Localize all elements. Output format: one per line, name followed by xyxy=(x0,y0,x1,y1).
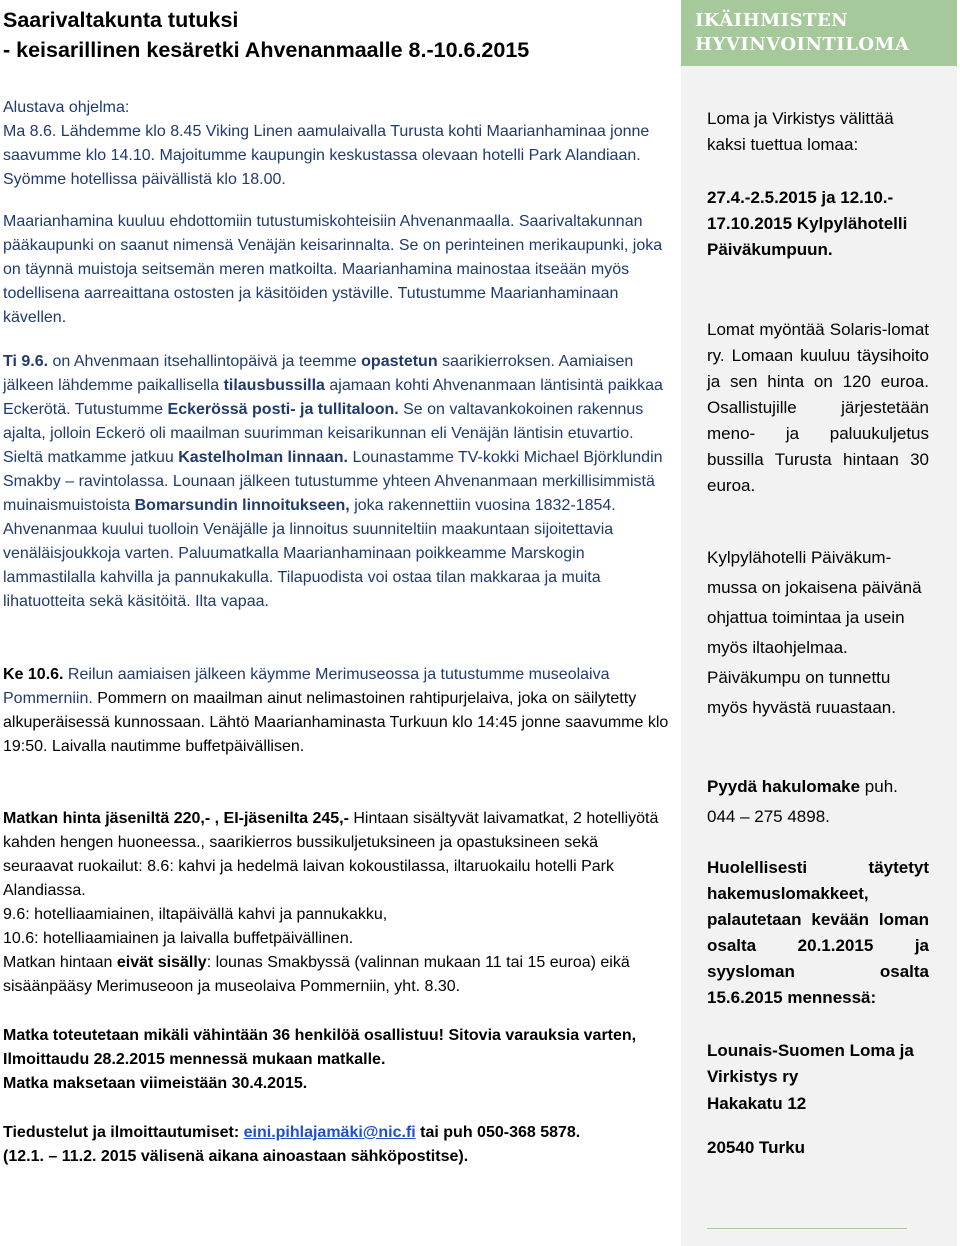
tuesday-paragraph: Ti 9.6. on Ahvenmaan itsehallintopäivä ja teemme opastetun saarikierroksen. Aamiaisen jälkeen lähdemme paikallisella tilausbussilla ajamaan kohti Ahvenanmaan läntisintä paikkaa Eckerötä. Tutustumme Eckerössä posti- ja tullitaloon. Se on valtavankokoinen rakennus ajalta, jolloin Eckerö oli maailman suurimman keisarikunnan eli Venäjän läntisin etuvartio. Sieltä matkamme jatkuu Kastelholman linnaan. Lounastamme TV-kokki Michael Björklundin Smakby – ravintolassa. Lounaan jälkeen tutustumme yhteen Ahvenanmaan merkillisimmistä muinaismuistoista Bomarsundin linnoitukseen, joka rakennettiin vuosina 1832-1854. Ahvenanmaa kuului tuolloin Venäjälle ja linnoitus suunniteltiin maakuntaan sijoitettavia venäläisjoukkoja varten. Paluumatkalla Maarianhaminaan poikkeamme Marskogin lammastilalla kahvilla ja pannukakulla. Tilapuodista voi ostaa tilan makkaraa ja muita lihatuotteita sekä käsitöitä. Ilta vapaa. xyxy=(3,353,663,610)
monday-text: Lähdemme klo 8.45 Viking Linen aamulaivalla Turusta kohti Maarianhaminaa jonne saavumme klo 14.10. Majoitumme kaupungin keskustassa olevaan hotelli Park Alandiaan. Syömme hotellissa päivällistä klo 18.00. xyxy=(3,123,650,188)
sidebar-header xyxy=(681,0,957,66)
price-paragraph: Matkan hinta jäseniltä 220,- , EI-jäsenilta 245,- Hintaan sisältyvät laivamatkat, 2 hotelliyötä kahden hengen huoneessa., saarikierros bussikuljetuksineen ja opastuksineen sekä seuraavat ruokailut: 8.6: kahvi ja hedelmä laivan kokoustilassa, iltaruokailu hotelli Park Alandiassa. xyxy=(3,810,659,899)
tuesday-label: Ti 9.6. xyxy=(3,353,49,370)
sidebar-spa: Kylpylähotelli Päiväkum-mussa on jokaisena päivänä ohjattua toimintaa ja usein myös iltaohjelmaa. Päiväkumpu on tunnettu myös hyvästä ruuastaan. xyxy=(707,548,922,717)
sidebar-header-line1: IKÄIHMISTEN xyxy=(695,10,849,31)
sidebar-form: Pyydä hakulomake puh. 044 – 275 4898. xyxy=(707,777,898,826)
sidebar-divider xyxy=(707,1228,907,1229)
contact-note: (12.1. – 11.2. 2015 välisenä aikana ainoastaan sähköpostitse). xyxy=(3,1148,469,1165)
page-title: Saarivaltakunta tutuksi xyxy=(3,8,239,32)
sidebar-intro: Loma ja Virkistys välittää kaksi tuettua lomaa: xyxy=(707,109,894,154)
wednesday-label: Ke 10.6. xyxy=(3,666,64,683)
program-intro xyxy=(3,96,671,192)
email-link[interactable]: eini.pihlajamäki@nic.fi xyxy=(243,1124,416,1141)
page-subtitle: - keisarillinen kesäretki Ahvenanmaalle 8.-10.6.2015 xyxy=(3,38,530,62)
price-exclusions: Matkan hintaan eivät sisälly: lounas Smakbyssä (valinnan mukaan 11 tai 15 euroa) eikä sisäänpääsy Merimuseoon ja museolaiva Pommerniin, yht. 8.30. xyxy=(3,954,630,995)
sidebar-header-line2: HYVINVOINTILOMA xyxy=(695,34,910,55)
notice-line2: Matka maksetaan viimeistään 30.4.2015. xyxy=(3,1075,308,1092)
sidebar xyxy=(681,0,957,1246)
sidebar-org: Lounais-Suomen Loma ja Virkistys ry xyxy=(707,1041,914,1086)
sidebar-dates: 27.4.-2.5.2015 ja 12.10.- 17.10.2015 Kylpylähotelli Päiväkumpuun. xyxy=(707,188,908,259)
price-bold: Matkan hinta jäseniltä 220,- , EI-jäsenilta 245,- xyxy=(3,810,349,827)
sidebar-street: Hakakatu 12 xyxy=(707,1094,807,1113)
sidebar-city: 20540 Turku xyxy=(707,1138,805,1157)
contact-section xyxy=(3,1121,671,1169)
price-line-106: 10.6: hotelliaamiainen ja laivalla buffetpäivällinen. xyxy=(3,930,354,947)
price-line-96: 9.6: hotelliaamiainen, iltapäivällä kahvi ja pannukakku, xyxy=(3,906,388,923)
sidebar-return: Huolellisesti täytetyt hakemuslomakkeet, palautetaan kevään loman osalta 20.1.2015 ja syysloman osalta 15.6.2015 mennessä: xyxy=(707,858,929,1007)
notice-section xyxy=(3,1024,671,1096)
contact-line: Tiedustelut ja ilmoittautumiset: eini.pihlajamäki@nic.fi tai puh 050-368 5878. xyxy=(3,1124,581,1141)
monday-paragraph xyxy=(3,120,671,192)
program-heading: Alustava ohjelma: xyxy=(3,99,130,116)
sidebar-grant: Lomat myöntää Solaris-lomat ry. Lomaan kuuluu täysihoito ja sen hinta on 120 euroa. Osallistujille järjestetään meno- ja paluukuljetus bussilla Turusta hintaan 30 euroa. xyxy=(707,320,929,495)
wednesday-paragraph: Ke 10.6. Reilun aamiaisen jälkeen käymme Merimuseossa ja tutustumme museolaiva Pommerniin. Pommern on maailman ainut nelimastoinen rahtipurjelaiva, joka on säilytetty alkuperäisessä kunnossaan. Lähtö Maarianhaminasta Turkuun klo 14:45 jonne saavumme klo 19:50. Laivalla nautimme buffetpäivällisen. xyxy=(3,666,669,755)
price-section xyxy=(3,807,671,999)
mariehamn-paragraph: Maarianhamina kuuluu ehdottomiin tutustumiskohteisiin Ahvenanmaalla. Saarivaltakunnan pääkaupunki on saanut nimensä Venäjän keisarinnalta. Se on perinteinen merikaupunki, joka on täynnä muistoja seitsemän meren matkoilta. Maarianhamina mainostaa itseään myös todellisena aarreaittana ostosten ja käsitöiden ystäville. Tutustumme Maarianhaminaan kävellen. xyxy=(3,213,663,326)
monday-label: Ma 8.6. xyxy=(3,123,57,140)
notice-line1: Matka toteutetaan mikäli vähintään 36 henkilöä osallistuu! Sitovia varauksia varten, Ilmoittaudu 28.2.2015 mennessä mukaan matkalle. xyxy=(3,1027,637,1068)
